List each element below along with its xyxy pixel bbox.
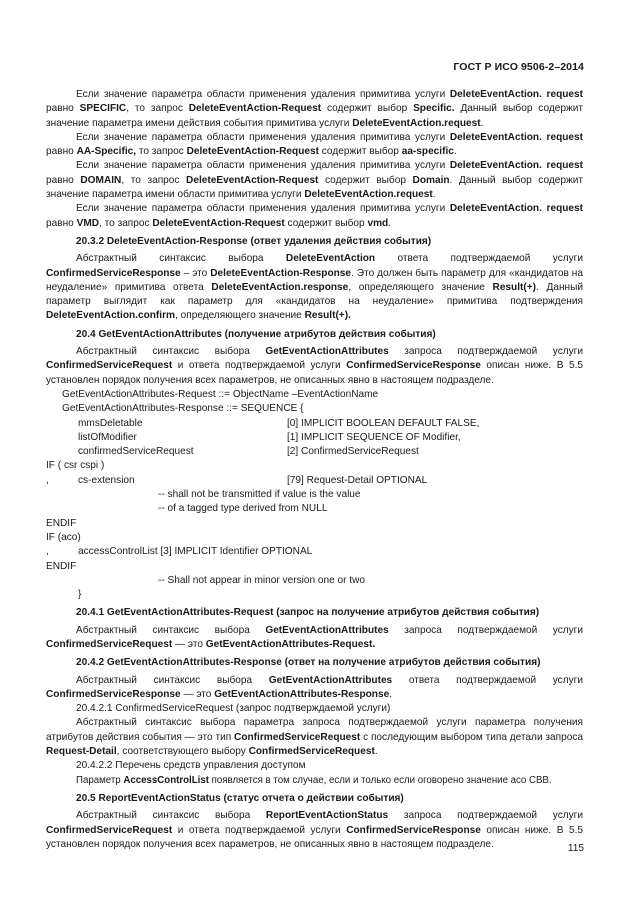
heading-20-4-2-2: 20.4.2.2 Перечень средств управления доступом: [76, 760, 306, 772]
code-comment: -- Shall not appear in minor version one or two: [158, 574, 366, 586]
page-content: [46, 88, 583, 852]
heading-20-4-2-1: 20.4.2.1 ConfirmedServiceRequest (запрос подтверждаемой услуги): [76, 703, 391, 715]
code-comment: -- of a tagged type derived from NULL: [158, 503, 328, 515]
code-line: listOfModifier [1] IMPLICIT SEQUENCE OF Modifier,: [78, 431, 461, 443]
code-line: confirmedServiceRequest [2] ConfirmedServiceRequest: [78, 446, 419, 458]
code-line: , accessControlList [3] IMPLICIT Identifier OPTIONAL: [46, 546, 313, 558]
heading-20-3-2: 20.3.2 DeleteEventAction-Response (ответ удаления действия события): [76, 235, 432, 247]
paragraph-20-4-2-2: Параметр AccessControlList появляется в том случае, если и только если оговорено значение aco CBB.: [76, 774, 552, 786]
page-number: 115: [567, 843, 584, 854]
paragraph-specific-scope: Если значение параметра области применения удаления примитива услуги DeleteEventAction. request равно SPECIFIC, то запрос DeleteEventAction-Request содержит выбор Specific. Данный выбор содержит значение параметра имени действия события примитива услуги DeleteEventAction.request.: [46, 89, 583, 129]
heading-20-4-1: 20.4.1 GetEventActionAttributes-Request (запрос на получение атрибутов действия события): [76, 607, 540, 619]
paragraph-20-4-2-1: Абстрактный синтаксис выбора параметра запроса подтверждаемой услуги параметра получения атрибутов действия события — это тип ConfirmedServiceRequest с последующим выбором типа детали запроса Request-Detail, соответствующего выбору ConfirmedServiceRequest.: [46, 717, 584, 758]
paragraph-domain-scope: Если значение параметра области применения удаления примитива услуги DeleteEventAction. request равно DOMAIN, то запрос DeleteEventAction-Request содержит выбор Domain. Данный выбор содержит значение параметра имени области примитива услуги DeleteEventAction.request.: [46, 160, 583, 201]
heading-20-5: 20.5 ReportEventActionStatus (статус отчета о действии события): [76, 792, 404, 804]
asn1-definition-block: [46, 388, 583, 602]
paragraph-20-4: Абстрактный синтаксис выбора GetEventActionAttributes запроса подтверждаемой услуги ConfirmedServiceRequest и ответа подтверждаемой услуги ConfirmedServiceResponse описан ниже. В 5.5 установлен порядок получения всех параметров, не описанных явно в настоящем подразделе.: [46, 346, 584, 386]
code-line: ENDIF: [46, 560, 77, 572]
paragraph-vmd-scope: Если значение параметра области применения удаления примитива услуги DeleteEventAction. request равно VMD, то запрос DeleteEventAction-Request содержит выбор vmd.: [46, 203, 583, 229]
code-line: , cs-extension [79] Request-Detail OPTIONAL: [46, 474, 428, 486]
paragraph-20-5: Абстрактный синтаксис выбора ReportEventActionStatus запроса подтверждаемой услуги ConfirmedServiceRequest и ответа подтверждаемой услуги ConfirmedServiceResponse описан ниже. В 5.5 установлен порядок получения всех параметров, не описанных явно в настоящем подразделе.: [46, 810, 584, 850]
code-line: IF (aco): [46, 531, 81, 543]
code-line: GetEventActionAttributes-Response ::= SEQUENCE {: [62, 403, 304, 415]
code-line: IF ( csr cspi ): [46, 460, 105, 472]
heading-20-4-2: 20.4.2 GetEventActionAttributes-Response (ответ на получение атрибутов действия события): [76, 657, 541, 669]
code-line: mmsDeletable [0] IMPLICIT BOOLEAN DEFAULT FALSE,: [78, 417, 480, 429]
heading-20-4: 20.4 GetEventActionAttributes (получение атрибутов действия события): [76, 328, 436, 340]
paragraph-aa-specific-scope: Если значение параметра области применения удаления примитива услуги DeleteEventAction. request равно AA-Specific, то запрос DeleteEventAction-Request содержит выбор aa-specific.: [46, 131, 583, 158]
standard-header: ГОСТ Р ИСО 9506-2–2014: [453, 61, 584, 73]
paragraph-20-4-2: Абстрактный синтаксис выбора GetEventActionAttributes ответа подтверждаемой услуги ConfirmedServiceResponse — это GetEventActionAttributes-Response.: [46, 674, 583, 700]
code-line: ENDIF: [46, 517, 77, 529]
code-line: GetEventActionAttributes-Request ::= ObjectName –EventActionName: [62, 388, 379, 400]
code-line: }: [78, 589, 82, 601]
paragraph-20-3-2: Абстрактный синтаксис выбора DeleteEventAction ответа подтверждаемой услуги ConfirmedServiceResponse – это DeleteEventAction-Response. Это должен быть параметр для «кандидатов на неудаление» примитива ответа DeleteEventAction.response, определяющего значение Result(+). Данный параметр выглядит как параметр для «кандидатов на неудаление» примитива подтверждения DeleteEventAction.confirm, определяющего значение Result(+).: [46, 253, 583, 322]
paragraph-20-4-1: Абстрактный синтаксис выбора GetEventActionAttributes запроса подтверждаемой услуги ConfirmedServiceRequest — это GetEventActionAttributes-Request.: [46, 624, 584, 650]
code-comment: -- shall not be transmitted if value is the value: [158, 489, 361, 501]
